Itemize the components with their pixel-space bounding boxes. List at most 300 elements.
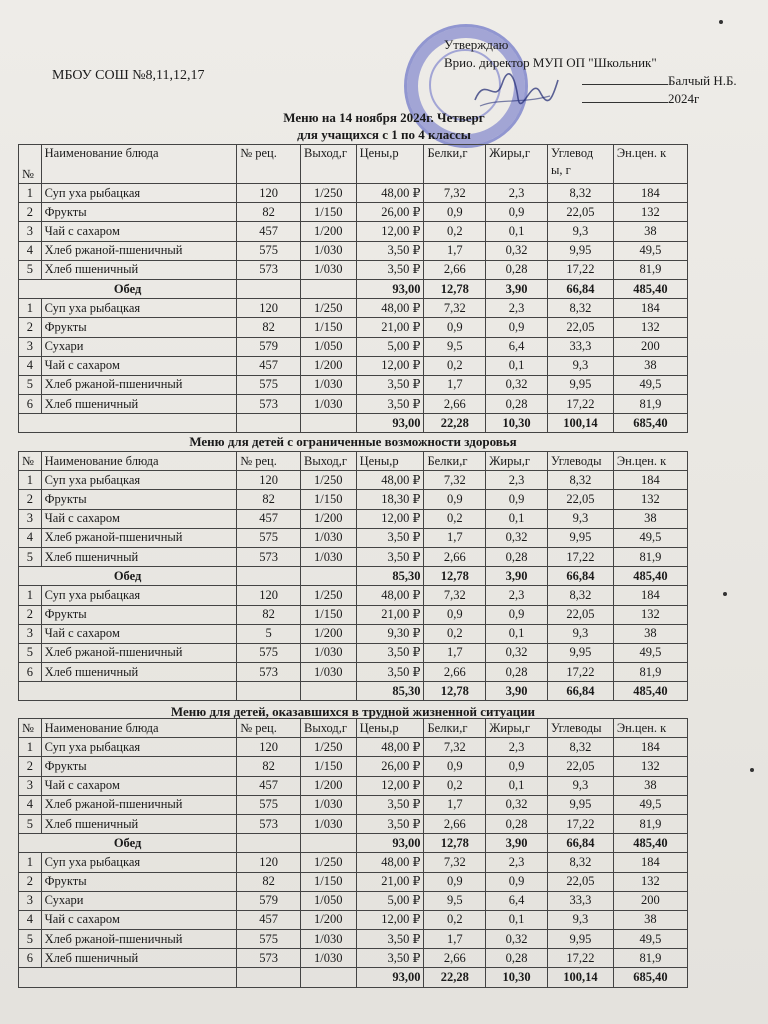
total-cell: 685,40 xyxy=(613,414,687,433)
col-recipe: № рец. xyxy=(237,719,301,738)
cell: 5 xyxy=(19,930,42,949)
cell: 22,05 xyxy=(547,872,613,891)
cell: 7,32 xyxy=(424,184,486,203)
cell: 9,95 xyxy=(547,643,613,662)
cell: 9,95 xyxy=(547,930,613,949)
cell: 9,3 xyxy=(547,356,613,375)
cell: 0,32 xyxy=(486,930,548,949)
cell: 0,9 xyxy=(486,203,548,222)
approve-line-4 xyxy=(392,90,737,108)
cell: Хлеб ржаной-пшеничный xyxy=(41,930,237,949)
table-row xyxy=(19,853,688,872)
cell: 49,5 xyxy=(613,241,687,260)
total-cell: 3,90 xyxy=(486,682,548,701)
cell: 1/200 xyxy=(300,776,356,795)
total-cell: 12,78 xyxy=(424,567,486,586)
subtotal-row xyxy=(19,279,688,298)
total-cell: 66,84 xyxy=(547,279,613,298)
col-carbs-line1: Углевод xyxy=(550,146,594,160)
cell: Хлеб пшеничный xyxy=(41,814,237,833)
cell: 81,9 xyxy=(613,663,687,682)
cell xyxy=(237,682,301,701)
cell: 12,00 ₽ xyxy=(356,222,424,241)
cell: Хлеб пшеничный xyxy=(41,663,237,682)
cell: 132 xyxy=(613,490,687,509)
cell: 8,32 xyxy=(547,586,613,605)
table-row xyxy=(19,663,688,682)
cell: 22,05 xyxy=(547,490,613,509)
cell: 0,9 xyxy=(424,605,486,624)
cell: 3,50 ₽ xyxy=(356,795,424,814)
col-num: № xyxy=(19,145,42,184)
cell: 49,5 xyxy=(613,795,687,814)
cell xyxy=(300,279,356,298)
table-row xyxy=(19,509,688,528)
cell: 2,66 xyxy=(424,663,486,682)
cell: 184 xyxy=(613,853,687,872)
cell: 9,30 ₽ xyxy=(356,624,424,643)
cell: 9,5 xyxy=(424,891,486,910)
cell xyxy=(300,968,356,987)
table-row xyxy=(19,356,688,375)
cell: 48,00 ₽ xyxy=(356,299,424,318)
cell: 17,22 xyxy=(547,949,613,968)
cell: 1,7 xyxy=(424,795,486,814)
cell: 0,28 xyxy=(486,395,548,414)
total-row xyxy=(19,968,688,987)
table-header xyxy=(19,719,688,738)
cell: 1/250 xyxy=(300,299,356,318)
cell: 457 xyxy=(237,509,301,528)
cell: 0,9 xyxy=(424,203,486,222)
cell: 573 xyxy=(237,547,301,566)
cell: 0,2 xyxy=(424,222,486,241)
cell: 2,66 xyxy=(424,395,486,414)
col-price: Цены,р xyxy=(356,719,424,738)
table-row xyxy=(19,241,688,260)
cell: 1/030 xyxy=(300,663,356,682)
cell: 579 xyxy=(237,337,301,356)
cell: 17,22 xyxy=(547,260,613,279)
cell: Чай с сахаром xyxy=(41,356,237,375)
cell: 3 xyxy=(19,509,42,528)
cell: Сухари xyxy=(41,337,237,356)
cell: 0,1 xyxy=(486,222,548,241)
cell: 7,32 xyxy=(424,471,486,490)
menu-table xyxy=(18,451,688,701)
lunch-label: Обед xyxy=(19,834,237,853)
cell: 2,66 xyxy=(424,814,486,833)
table-row xyxy=(19,624,688,643)
cell: Хлеб пшеничный xyxy=(41,949,237,968)
col-carbs xyxy=(547,145,613,184)
cell: 2,3 xyxy=(486,586,548,605)
menu-title: Меню на 14 ноября 2024г. Четверг xyxy=(283,110,485,125)
cell: 1 xyxy=(19,738,42,757)
cell: 81,9 xyxy=(613,395,687,414)
total-cell: 100,14 xyxy=(547,414,613,433)
total-cell: 485,40 xyxy=(613,682,687,701)
cell: 5 xyxy=(19,814,42,833)
cell: 0,1 xyxy=(486,624,548,643)
cell: Суп уха рыбацкая xyxy=(41,299,237,318)
cell: 184 xyxy=(613,471,687,490)
cell: 9,3 xyxy=(547,222,613,241)
cell: 0,28 xyxy=(486,547,548,566)
subtotal-row xyxy=(19,834,688,853)
cell: 1/150 xyxy=(300,757,356,776)
cell: Хлеб ржаной-пшеничный xyxy=(41,528,237,547)
total-cell: 10,30 xyxy=(486,968,548,987)
cell: 2 xyxy=(19,872,42,891)
cell: 1,7 xyxy=(424,241,486,260)
cell: 1 xyxy=(19,471,42,490)
cell: 5 xyxy=(19,375,42,394)
cell: 132 xyxy=(613,757,687,776)
cell: 1/250 xyxy=(300,853,356,872)
cell: Хлеб пшеничный xyxy=(41,260,237,279)
cell: 0,9 xyxy=(486,605,548,624)
cell: 132 xyxy=(613,872,687,891)
total-cell: 85,30 xyxy=(356,567,424,586)
cell: 82 xyxy=(237,203,301,222)
cell xyxy=(300,682,356,701)
total-cell: 22,28 xyxy=(424,414,486,433)
cell: 6 xyxy=(19,395,42,414)
table-row xyxy=(19,490,688,509)
cell: 2 xyxy=(19,605,42,624)
cell: 9,95 xyxy=(547,241,613,260)
cell: 49,5 xyxy=(613,930,687,949)
cell: 12,00 ₽ xyxy=(356,776,424,795)
cell: 1/030 xyxy=(300,547,356,566)
col-yield: Выход,г xyxy=(300,145,356,184)
cell: 1/150 xyxy=(300,605,356,624)
cell: 38 xyxy=(613,624,687,643)
cell: 1/200 xyxy=(300,509,356,528)
cell: 3 xyxy=(19,891,42,910)
cell: 4 xyxy=(19,528,42,547)
table-row xyxy=(19,586,688,605)
cell: 575 xyxy=(237,241,301,260)
cell: Хлеб ржаной-пшеничный xyxy=(41,375,237,394)
cell: 1/250 xyxy=(300,471,356,490)
cell: 1/030 xyxy=(300,949,356,968)
cell: 9,3 xyxy=(547,910,613,929)
cell xyxy=(300,567,356,586)
cell: 0,2 xyxy=(424,509,486,528)
cell: 2,66 xyxy=(424,547,486,566)
cell: 3 xyxy=(19,222,42,241)
approve-line-1: Утверждаю xyxy=(444,37,509,52)
total-cell: 22,28 xyxy=(424,968,486,987)
menu-table xyxy=(18,718,688,988)
cell: 0,32 xyxy=(486,375,548,394)
cell: 33,3 xyxy=(547,337,613,356)
cell: 17,22 xyxy=(547,547,613,566)
cell: 3,50 ₽ xyxy=(356,241,424,260)
total-cell: 485,40 xyxy=(613,834,687,853)
cell: 1/030 xyxy=(300,643,356,662)
cell: 0,1 xyxy=(486,356,548,375)
cell: 6 xyxy=(19,949,42,968)
cell: 132 xyxy=(613,203,687,222)
menu-subtitle: для учащихся с 1 по 4 классы xyxy=(297,127,471,142)
cell: 2,3 xyxy=(486,299,548,318)
cell: 0,1 xyxy=(486,910,548,929)
cell: Суп уха рыбацкая xyxy=(41,184,237,203)
total-cell: 3,90 xyxy=(486,834,548,853)
col-name: Наименование блюда xyxy=(41,719,237,738)
cell: 49,5 xyxy=(613,643,687,662)
section-title: Меню для детей, оказавшихся в трудной жизненной ситуации xyxy=(170,704,536,719)
cell: 26,00 ₽ xyxy=(356,203,424,222)
table-row xyxy=(19,375,688,394)
cell: 8,32 xyxy=(547,471,613,490)
cell: 120 xyxy=(237,586,301,605)
cell: Суп уха рыбацкая xyxy=(41,853,237,872)
cell: 7,32 xyxy=(424,853,486,872)
cell: 575 xyxy=(237,528,301,547)
cell: 12,00 ₽ xyxy=(356,509,424,528)
cell: Хлеб ржаной-пшеничный xyxy=(41,643,237,662)
cell: 3,50 ₽ xyxy=(356,949,424,968)
total-cell: 685,40 xyxy=(613,968,687,987)
total-label xyxy=(19,682,237,701)
cell: 49,5 xyxy=(613,375,687,394)
total-cell: 12,78 xyxy=(424,279,486,298)
cell: 575 xyxy=(237,930,301,949)
cell: 17,22 xyxy=(547,663,613,682)
cell: Чай с сахаром xyxy=(41,910,237,929)
cell: 6 xyxy=(19,663,42,682)
cell: 21,00 ₽ xyxy=(356,605,424,624)
cell: 579 xyxy=(237,891,301,910)
table-row xyxy=(19,949,688,968)
cell: 9,3 xyxy=(547,776,613,795)
punch-mark xyxy=(723,592,727,596)
total-cell: 93,00 xyxy=(356,968,424,987)
total-cell: 3,90 xyxy=(486,567,548,586)
approve-line-2: Врио. директор МУП ОП "Школьник" xyxy=(444,55,657,70)
cell: 81,9 xyxy=(613,260,687,279)
col-recipe: № рец. xyxy=(237,452,301,471)
cell: 8,32 xyxy=(547,738,613,757)
cell: 1/030 xyxy=(300,241,356,260)
cell: 3,50 ₽ xyxy=(356,260,424,279)
total-cell: 93,00 xyxy=(356,834,424,853)
cell: Чай с сахаром xyxy=(41,776,237,795)
table-row xyxy=(19,738,688,757)
cell: 0,9 xyxy=(424,872,486,891)
table-row xyxy=(19,872,688,891)
table-row xyxy=(19,930,688,949)
cell: 38 xyxy=(613,356,687,375)
cell: 0,28 xyxy=(486,663,548,682)
cell: 1 xyxy=(19,853,42,872)
cell: 1/050 xyxy=(300,337,356,356)
cell: 48,00 ₽ xyxy=(356,586,424,605)
cell: 81,9 xyxy=(613,547,687,566)
cell: 184 xyxy=(613,738,687,757)
cell: 1/150 xyxy=(300,490,356,509)
total-label xyxy=(19,414,237,433)
menu-table xyxy=(18,144,688,433)
cell: 575 xyxy=(237,643,301,662)
col-energy: Эн.цен. к xyxy=(613,452,687,471)
cell: 5 xyxy=(19,260,42,279)
cell: Суп уха рыбацкая xyxy=(41,586,237,605)
total-cell: 485,40 xyxy=(613,279,687,298)
cell: 38 xyxy=(613,776,687,795)
cell: 120 xyxy=(237,853,301,872)
cell: 0,32 xyxy=(486,795,548,814)
table-header xyxy=(19,145,688,184)
cell: 573 xyxy=(237,949,301,968)
cell: 120 xyxy=(237,184,301,203)
cell: 3 xyxy=(19,776,42,795)
cell: Фрукты xyxy=(41,490,237,509)
cell: 2 xyxy=(19,490,42,509)
cell: 17,22 xyxy=(547,814,613,833)
cell: 6,4 xyxy=(486,891,548,910)
col-yield: Выход,г xyxy=(300,719,356,738)
table-header xyxy=(19,452,688,471)
cell: 5,00 ₽ xyxy=(356,891,424,910)
cell: 0,32 xyxy=(486,643,548,662)
table-row xyxy=(19,605,688,624)
cell: 3,50 ₽ xyxy=(356,814,424,833)
cell: 184 xyxy=(613,299,687,318)
cell: 38 xyxy=(613,910,687,929)
cell: 573 xyxy=(237,260,301,279)
cell: 3,50 ₽ xyxy=(356,643,424,662)
cell: 132 xyxy=(613,605,687,624)
punch-mark xyxy=(719,20,723,24)
col-energy: Эн.цен. к xyxy=(613,719,687,738)
cell: 22,05 xyxy=(547,757,613,776)
cell: 132 xyxy=(613,318,687,337)
cell: 3 xyxy=(19,337,42,356)
approve-line-3 xyxy=(392,72,737,90)
total-cell: 85,30 xyxy=(356,682,424,701)
cell: Сухари xyxy=(41,891,237,910)
cell: 21,00 ₽ xyxy=(356,872,424,891)
cell: 1,7 xyxy=(424,930,486,949)
table-row xyxy=(19,395,688,414)
cell xyxy=(300,414,356,433)
table-row xyxy=(19,299,688,318)
cell: 1/030 xyxy=(300,814,356,833)
cell: Чай с сахаром xyxy=(41,222,237,241)
col-protein: Белки,г xyxy=(424,145,486,184)
cell: 5,00 ₽ xyxy=(356,337,424,356)
cell: 1 xyxy=(19,299,42,318)
cell: Фрукты xyxy=(41,203,237,222)
cell: 38 xyxy=(613,509,687,528)
col-carbs: Углеводы xyxy=(547,719,613,738)
cell: 0,9 xyxy=(486,872,548,891)
cell: 3,50 ₽ xyxy=(356,395,424,414)
cell: 1/150 xyxy=(300,203,356,222)
table-row xyxy=(19,222,688,241)
cell: 3 xyxy=(19,624,42,643)
cell xyxy=(237,567,301,586)
cell: 0,2 xyxy=(424,776,486,795)
cell: Чай с сахаром xyxy=(41,509,237,528)
cell xyxy=(237,834,301,853)
cell: 1,7 xyxy=(424,643,486,662)
cell: 48,00 ₽ xyxy=(356,184,424,203)
col-price: Цены,р xyxy=(356,145,424,184)
cell: 48,00 ₽ xyxy=(356,738,424,757)
cell: 18,30 ₽ xyxy=(356,490,424,509)
cell: 48,00 ₽ xyxy=(356,853,424,872)
cell: 575 xyxy=(237,375,301,394)
cell: 2 xyxy=(19,318,42,337)
cell: 22,05 xyxy=(547,605,613,624)
total-cell: 93,00 xyxy=(356,279,424,298)
cell: 3,50 ₽ xyxy=(356,528,424,547)
cell: 184 xyxy=(613,184,687,203)
cell: Чай с сахаром xyxy=(41,624,237,643)
cell: 1/250 xyxy=(300,738,356,757)
cell: 0,9 xyxy=(424,757,486,776)
total-cell: 3,90 xyxy=(486,279,548,298)
col-protein: Белки,г xyxy=(424,719,486,738)
cell: 0,2 xyxy=(424,624,486,643)
cell: 1 xyxy=(19,586,42,605)
cell: 1/030 xyxy=(300,260,356,279)
total-row xyxy=(19,682,688,701)
cell: 1/150 xyxy=(300,872,356,891)
cell: 48,00 ₽ xyxy=(356,471,424,490)
total-cell: 66,84 xyxy=(547,567,613,586)
cell: 4 xyxy=(19,910,42,929)
cell: Фрукты xyxy=(41,605,237,624)
cell: 1/200 xyxy=(300,624,356,643)
cell: 3,50 ₽ xyxy=(356,663,424,682)
cell: 8,32 xyxy=(547,299,613,318)
school-name: МБОУ СОШ №8,11,12,17 xyxy=(52,68,205,83)
col-name: Наименование блюда xyxy=(41,145,237,184)
cell: 1/250 xyxy=(300,184,356,203)
table-row xyxy=(19,891,688,910)
total-label xyxy=(19,968,237,987)
cell: 120 xyxy=(237,299,301,318)
cell: 0,32 xyxy=(486,528,548,547)
cell: 5 xyxy=(237,624,301,643)
cell: 0,9 xyxy=(486,318,548,337)
table-row xyxy=(19,910,688,929)
cell: 2,66 xyxy=(424,949,486,968)
cell: 0,28 xyxy=(486,814,548,833)
cell: 9,95 xyxy=(547,528,613,547)
table-row xyxy=(19,547,688,566)
cell: 4 xyxy=(19,356,42,375)
cell: 0,2 xyxy=(424,356,486,375)
cell: Хлеб ржаной-пшеничный xyxy=(41,241,237,260)
subtotal-row xyxy=(19,567,688,586)
total-cell: 66,84 xyxy=(547,682,613,701)
cell: 184 xyxy=(613,586,687,605)
cell: 1/030 xyxy=(300,395,356,414)
cell: 1 xyxy=(19,184,42,203)
cell: 2,3 xyxy=(486,738,548,757)
cell: 82 xyxy=(237,605,301,624)
cell: 575 xyxy=(237,795,301,814)
cell: 0,1 xyxy=(486,776,548,795)
